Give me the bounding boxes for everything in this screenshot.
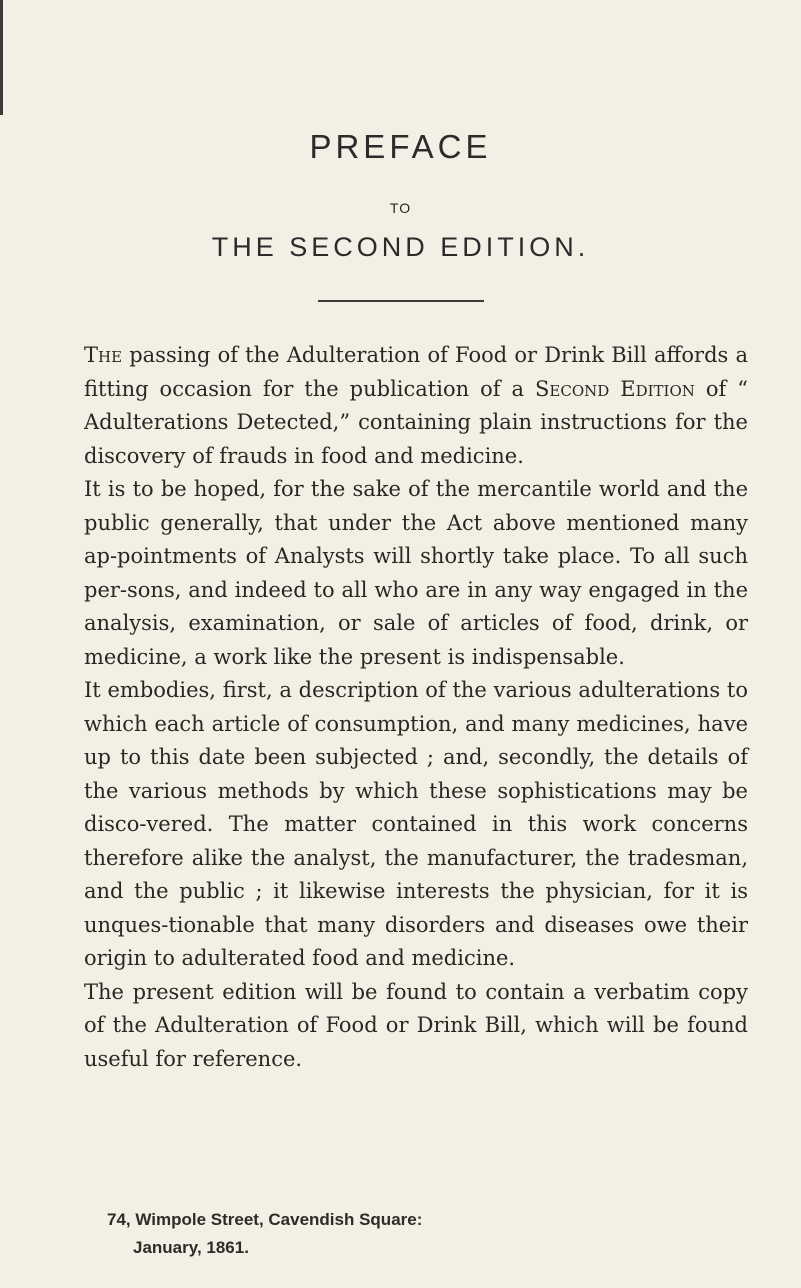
preface-body <box>84 339 748 1076</box>
paragraph-2: It is to be hoped, for the sake of the mercantile world and the public generally, that under the Act above mentioned many ap-pointments of Analysts will shortly take place. To all such per-sons, and indeed to all who are in any way engaged in the analysis, examination, or sale of articles of food, drink, or medicine, a work like the present is indispensable. <box>84 477 748 669</box>
title-divider <box>318 300 484 302</box>
signature-address: 74, Wimpole Street, Cavendish Square: <box>107 1210 423 1229</box>
paragraph-1 <box>84 339 748 473</box>
page-edge-shadow <box>0 0 3 115</box>
paragraph-text: of “ Adulterations Detected,” containing plain instructions for the discovery of frauds in food and medicine. <box>84 376 748 468</box>
paragraph-4: The present edition will be found to contain a verbatim copy of the Adulteration of Food or Drink Bill, which will be found useful for reference. <box>84 979 748 1071</box>
page-title: PREFACE <box>309 128 492 165</box>
page-subtitle: THE SECOND EDITION. <box>211 232 590 262</box>
paragraph-text: passing of the Adulteration of Food or Drink Bill affords a fitting occasion for the publication of a <box>84 343 748 401</box>
paragraph-lead-word: The <box>84 343 123 367</box>
signature-date: January, 1861. <box>133 1238 249 1257</box>
title-connector: TO <box>389 200 412 216</box>
signature-block <box>107 1206 422 1262</box>
edition-small-caps: Second Edition <box>535 376 695 401</box>
paragraph-3: It embodies, first, a description of the various adulterations to which each article of consumption, and many medicines, have up to this date been subjected ; and, secondly, the details of the various methods by which these sophistications may be disco-vered. The matter contained in this work concerns therefore alike the analyst, the manufacturer, the tradesman, and the public ; it likewise interests the physician, for it is unques-tionable that many disorders and diseases owe their origin to adulterated food and medicine. <box>84 678 748 970</box>
